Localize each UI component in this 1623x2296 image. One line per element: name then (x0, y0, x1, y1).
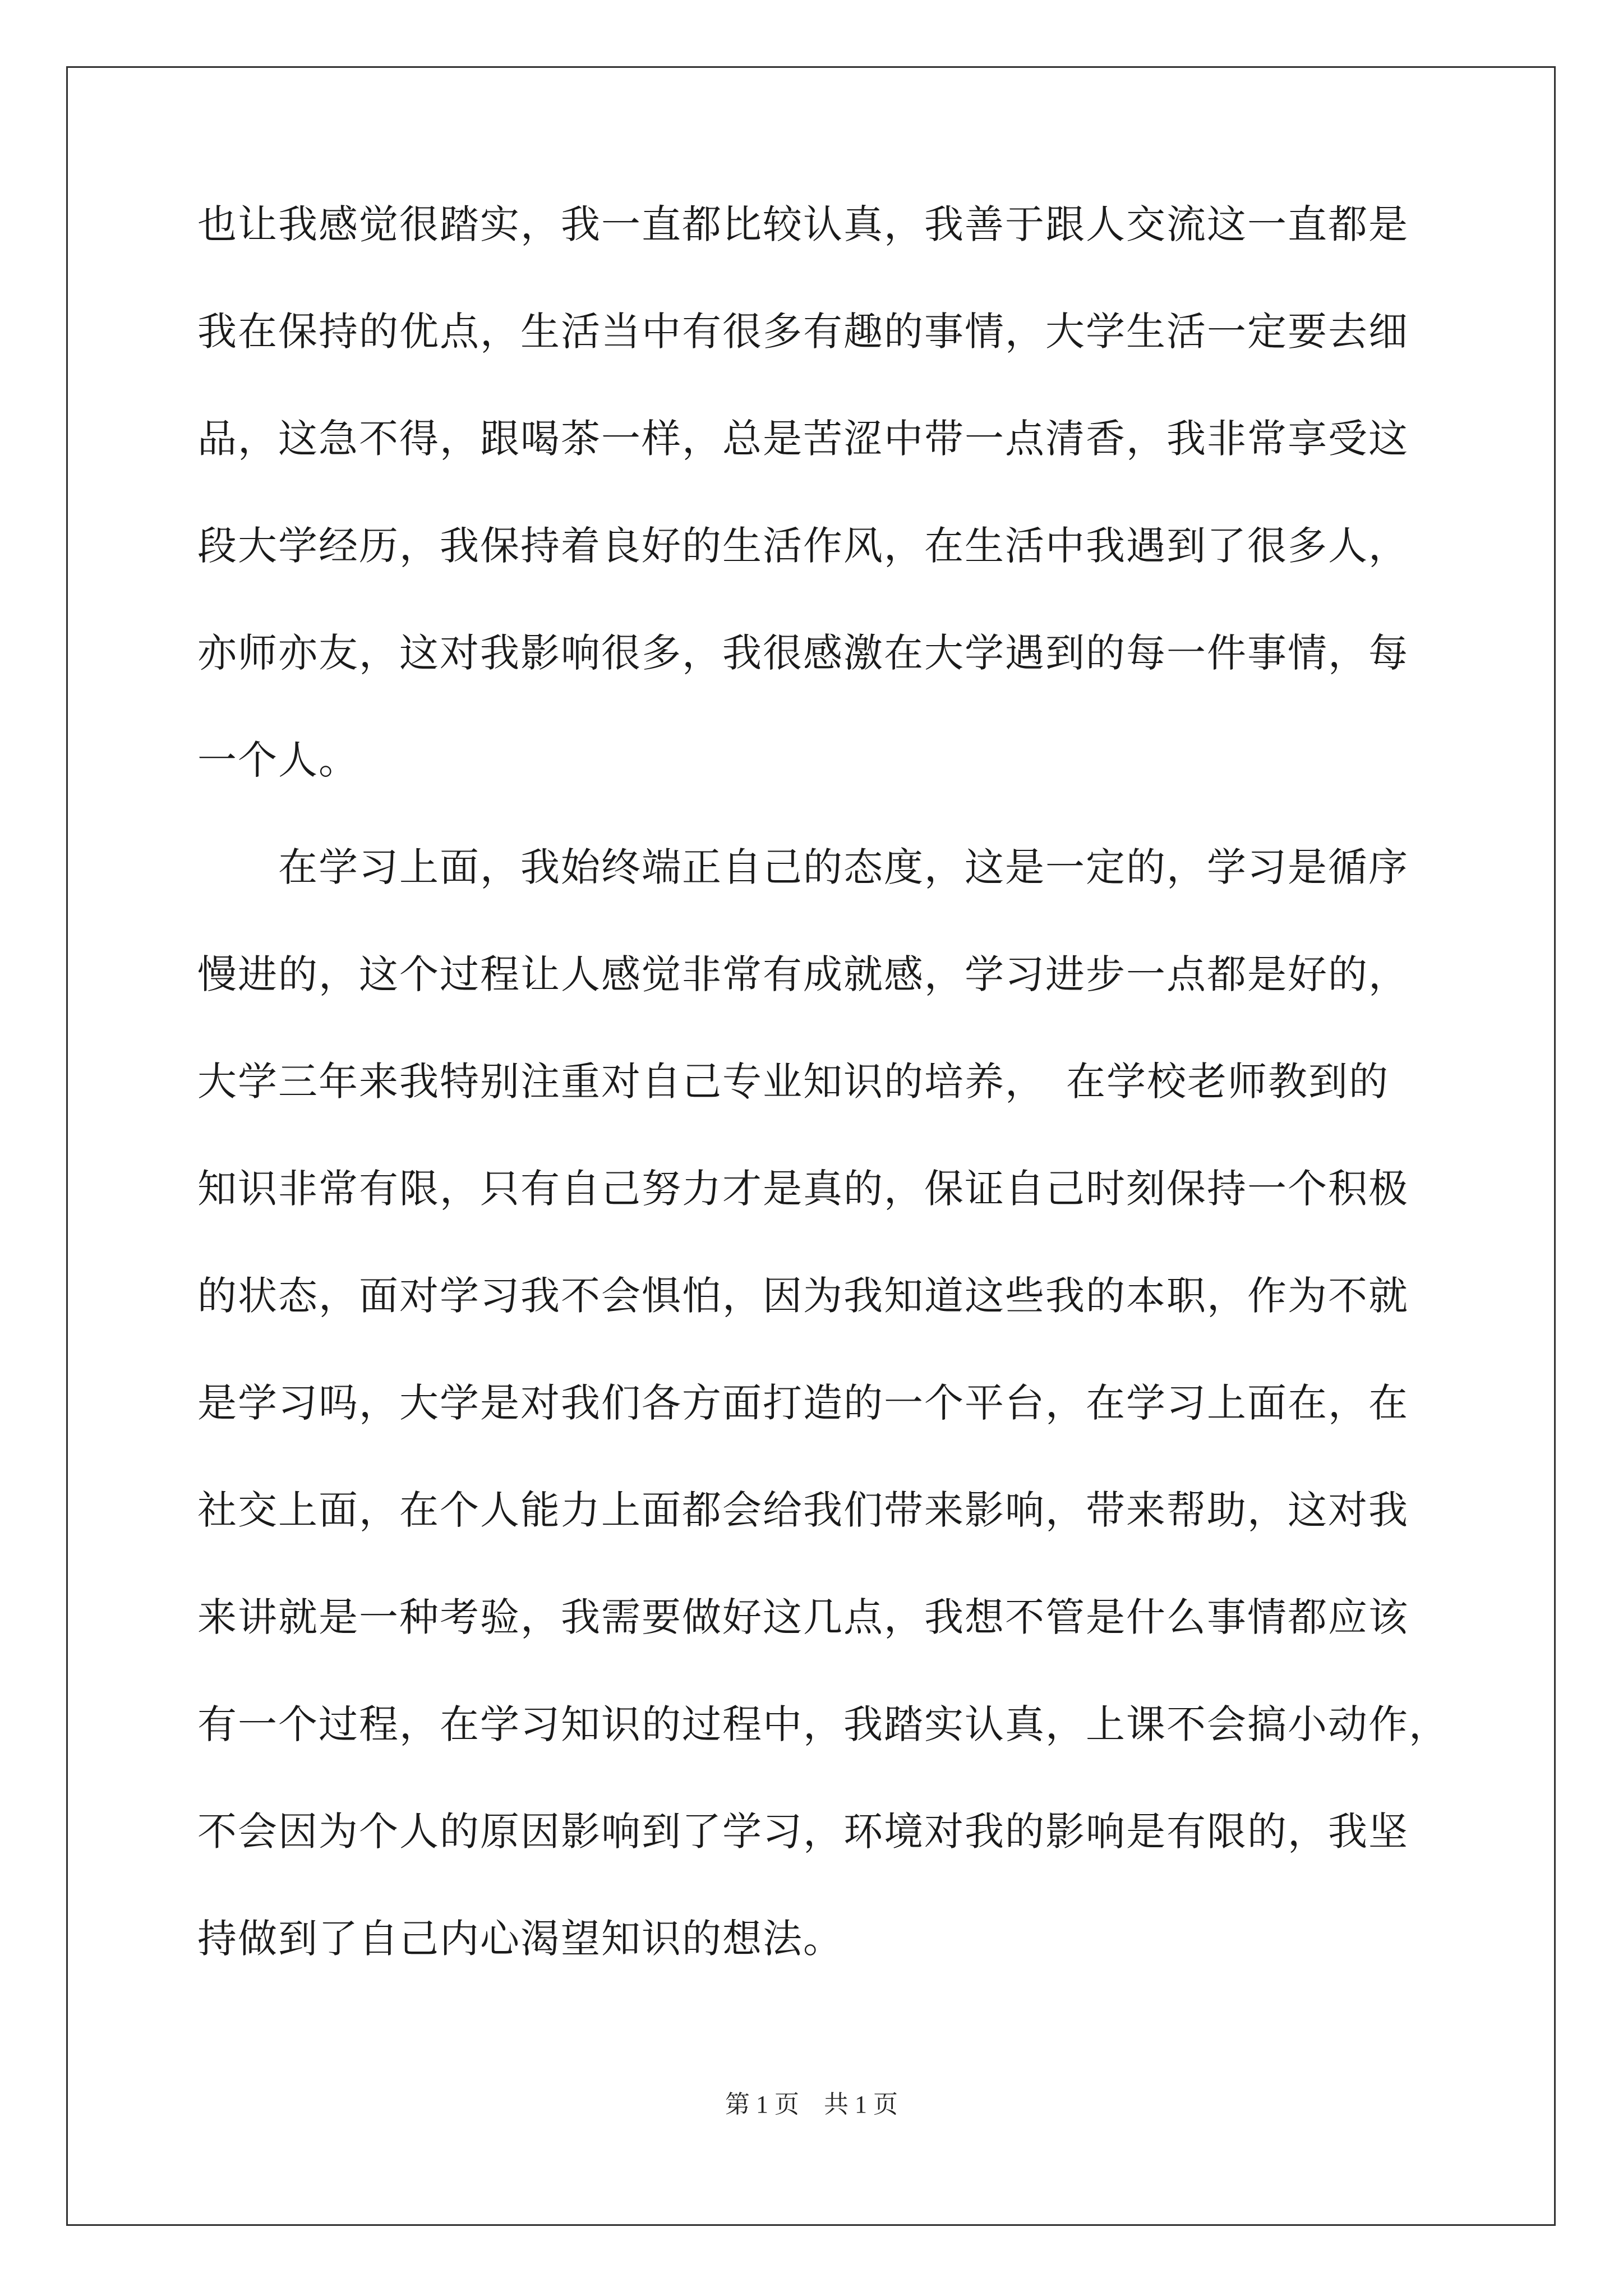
text-line: 持做到了自己内心渴望知识的想法。 (197, 1916, 843, 1962)
text-line: 有一个过程，在学习知识的过程中，我踏实认真，上课不会搞小动作， (197, 1701, 1449, 1747)
text-line: 的状态，面对学习我不会惧怕，因为我知道这些我的本职，作为不就 (197, 1273, 1409, 1319)
text-line: 品，这急不得，跟喝茶一样，总是苦涩中带一点清香，我非常享受这 (197, 416, 1409, 462)
text-line: 社交上面，在个人能力上面都会给我们带来影响，带来帮助，这对我 (197, 1487, 1409, 1533)
text-line: 一个人。 (197, 737, 359, 783)
page-footer (0, 2084, 1623, 2120)
document-body (197, 201, 1449, 2026)
text-line: 段大学经历，我保持着良好的生活作风，在生活中我遇到了很多人， (197, 523, 1409, 569)
text-line: 来讲就是一种考验，我需要做好这几点，我想不管是什么事情都应该 (197, 1594, 1409, 1640)
text-line: 知识非常有限，只有自己努力才是真的，保证自己时刻保持一个积极 (197, 1166, 1409, 1212)
page-number: 第 1 页 (725, 2091, 799, 2118)
page-total: 共 1 页 (824, 2091, 898, 2118)
text-line: 也让我感觉很踏实，我一直都比较认真，我善于跟人交流这一直都是 (197, 201, 1409, 247)
text-line: 我在保持的优点，生活当中有很多有趣的事情，大学生活一定要去细 (197, 309, 1409, 355)
text-line: 慢进的，这个过程让人感觉非常有成就感，学习进步一点都是好的， (197, 951, 1409, 997)
text-line: 是学习吗，大学是对我们各方面打造的一个平台，在学习上面在，在 (197, 1380, 1409, 1426)
text-line: 亦师亦友，这对我影响很多，我很感激在大学遇到的每一件事情，每 (197, 630, 1409, 676)
text-line: 在学习上面，我始终端正自己的态度，这是一定的，学习是循序 (197, 844, 1409, 890)
text-line: 不会因为个人的原因影响到了学习，环境对我的影响是有限的，我坚 (197, 1809, 1409, 1855)
text-line: 大学三年来我特别注重对自己专业知识的培养， 在学校老师教到的 (197, 1059, 1389, 1105)
